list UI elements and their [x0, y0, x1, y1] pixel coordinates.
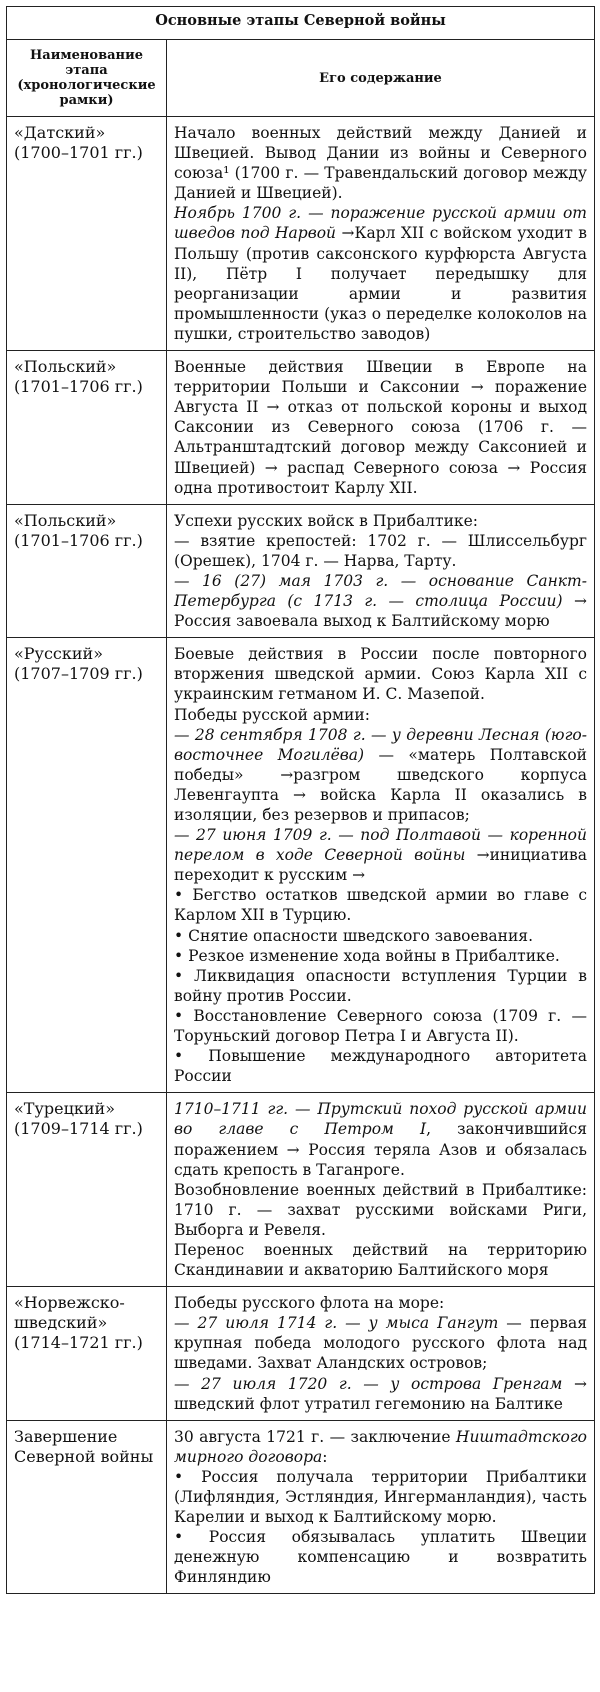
stage-name-cell [7, 638, 167, 1093]
stage-name: «Польский» [14, 357, 117, 377]
table-header-row [7, 40, 595, 117]
content-paragraph [174, 1467, 587, 1527]
content-text: Возобновление военных действий в Прибалтике: 1710 г. — захват русскими войсками Риги, Выборга и Ревеля. [174, 1180, 587, 1239]
stage-content-cell [167, 1420, 595, 1594]
content-paragraph [174, 1427, 587, 1467]
content-text: Начало военных действий между Данией и Швецией. Вывод Дании из войны и Северного союза¹ (1700 г. — Травендальский договор между Данией и Швецией). [174, 124, 587, 203]
stage-content-cell [167, 638, 595, 1093]
content-text: — «матерь Полтавской победы» →разгром шведского корпуса Левенгаупта → войска Карла II оказались в изоляции, без резервов и припасов; [174, 745, 587, 824]
bullet-text: Снятие опасности шведского завоевания. [188, 926, 534, 945]
content-paragraph [174, 644, 587, 704]
content-paragraph [174, 1240, 587, 1280]
content-paragraph [174, 946, 587, 966]
content-text: , закончившийся поражением → Россия теряла Азов и обязалась сдать крепость в Таганроге. [174, 1120, 587, 1179]
stage-name: «Датский» [14, 123, 106, 142]
stage-name-cell [7, 1093, 167, 1287]
content-paragraph [174, 705, 587, 725]
column-header-stage: Наименование этапа (хронологические рамки) [7, 40, 167, 117]
content-text: — первая крупная победа молодого русского флота над шведами. Захват Аландских островов; [174, 1314, 587, 1373]
bullet-text: Ликвидация опасности вступления Турции в войну против России. [174, 966, 587, 1005]
stage-dates: (1709–1714 гг.) [14, 1119, 143, 1139]
stage-name-cell [7, 1287, 167, 1421]
content-paragraph [174, 825, 587, 885]
event-date-italic: 27 июля 1714 г. — у мыса Гангут [197, 1314, 499, 1333]
bullet-text: Россия обязывалась уплатить Швеции денежную компенсацию и возвратить Финляндию [174, 1528, 587, 1587]
content-paragraph [174, 1527, 587, 1587]
content-paragraph [174, 531, 587, 571]
content-paragraph [174, 1046, 587, 1086]
stage-content-cell [167, 351, 595, 505]
content-text: Победы русского флота на море: [174, 1294, 445, 1313]
table-row [7, 1420, 595, 1594]
content-paragraph [174, 357, 587, 498]
stage-content-cell [167, 117, 595, 351]
content-text: Военные действия Швеции в Европе на территории Польши и Саксонии → поражение Августа II → отказ от польской короны и выход Саксонии из Северного союза (1706 г. — Альтранштадтский договор между Саксонией и Швецией) → распад Северного союза → Россия одна противостоит Карлу XII. [174, 358, 587, 497]
content-text: Перенос военных действий на территорию Скандинавии и акваторию Балтийского моря [174, 1240, 587, 1280]
content-paragraph [174, 123, 587, 203]
table-title-row [7, 7, 595, 40]
table-row [7, 1093, 595, 1287]
table-title: Основные этапы Северной войны [7, 7, 595, 40]
bullet-text: Бегство остатков шведской армии во главе с Карлом XII в Турцию. [174, 886, 587, 925]
content-paragraph [174, 725, 587, 825]
stage-dates: (1701–1706 гг.) [14, 377, 143, 397]
content-paragraph [174, 571, 587, 631]
stage-name-cell [7, 117, 167, 351]
stage-name-cell [7, 351, 167, 505]
stage-content-cell [167, 1287, 595, 1421]
table-row [7, 638, 595, 1093]
content-text: → шведский флот утратил гегемонию на Балтике [174, 1374, 587, 1413]
stage-content-cell [167, 1093, 595, 1287]
event-date-italic: 27 июля 1720 г. — у острова Гренгам [201, 1374, 563, 1393]
table-row [7, 351, 595, 505]
table-row [7, 1287, 595, 1421]
stage-dates: (1707–1709 гг.) [14, 664, 143, 684]
content-text: Боевые действия в России после повторного вторжения шведской армии. Союз Карла XII с украинским гетманом И. С. Мазепой. [174, 645, 587, 704]
bullet-text: Россия получала территории Прибалтики (Лифляндия, Эстляндия, Ингерманландия), часть Карелии и выход к Балтийскому морю. [174, 1467, 587, 1527]
content-text: →инициатива переходит к русским → [174, 846, 587, 885]
content-paragraph [174, 1313, 587, 1373]
content-paragraph [174, 203, 587, 344]
content-paragraph [174, 1374, 587, 1414]
dash-text: взятие крепостей: 1702 г. — Шлиссельбург (Орешек), 1704 г. — Нарва, Тарту. [174, 531, 587, 570]
table-row [7, 504, 595, 638]
event-date-italic: 28 сентября 1708 г. — у деревни Лесная (юго-восточнее Могилёва) [174, 725, 587, 764]
stage-name: Завершение Северной войны [14, 1426, 154, 1466]
bullet-text: Резкое изменение хода войны в Прибалтике. [188, 946, 560, 965]
event-date-italic: 27 июня 1709 г. — под Полтавой — коренной перелом в ходе Северной войны [174, 826, 587, 865]
stage-name-cell [7, 504, 167, 638]
event-date-italic: 1710–1711 гг. — Прутский поход русской армии во главе с Петром I [174, 1100, 587, 1139]
event-date-italic: Ноябрь 1700 г. — поражение русской армии от шведов под Нарвой [174, 204, 587, 243]
column-header-content: Его содержание [167, 40, 595, 117]
bullet-text: Восстановление Северного союза (1709 г. — Торуньский договор Петра I и Августа II). [174, 1006, 587, 1046]
stage-dates: (1700–1701 гг.) [14, 143, 143, 162]
content-paragraph [174, 1099, 587, 1179]
event-date-italic: 16 (27) мая 1703 г. — основание Санкт-Петербурга (с 1713 г. — столица России) [174, 571, 587, 611]
table-row [7, 117, 595, 351]
content-paragraph [174, 1180, 587, 1240]
content-text: Победы русской армии: [174, 705, 370, 724]
content-paragraph [174, 1006, 587, 1046]
content-paragraph [174, 966, 587, 1006]
stage-name: «Польский» [14, 510, 117, 530]
table-body [7, 117, 595, 1594]
content-text-tail: : [322, 1447, 328, 1466]
bullet-text: Повышение международного авторитета России [174, 1047, 587, 1086]
stage-content-cell [167, 504, 595, 638]
content-text: 30 августа 1721 г. — заключение [174, 1427, 456, 1446]
content-paragraph [174, 511, 587, 531]
content-text: → Россия завоевала выход к Балтийскому морю [174, 592, 587, 631]
stage-dates: (1714–1721 гг.) [14, 1333, 143, 1353]
northern-war-table [6, 6, 595, 1594]
content-text: Успехи русских войск в Прибалтике: [174, 511, 478, 530]
content-paragraph [174, 885, 587, 925]
content-text: →Карл XII с войском уходит в Польшу (против саксонского курфюрста Августа II), Пётр I получает передышку для реорганизации армии и развития промышленности (указ о переделке колоколов на пушки, строительство заводов) [174, 224, 588, 343]
content-paragraph [174, 1293, 587, 1313]
stage-name: «Норвежско-шведский» [14, 1293, 125, 1333]
content-paragraph [174, 926, 587, 946]
stage-dates: (1701–1706 гг.) [14, 530, 143, 550]
stage-name: «Русский» [14, 644, 104, 664]
treaty-name-italic: Ништадтского мирного договора [174, 1427, 587, 1466]
stage-name-cell [7, 1420, 167, 1594]
stage-name: «Турецкий» [14, 1099, 115, 1119]
